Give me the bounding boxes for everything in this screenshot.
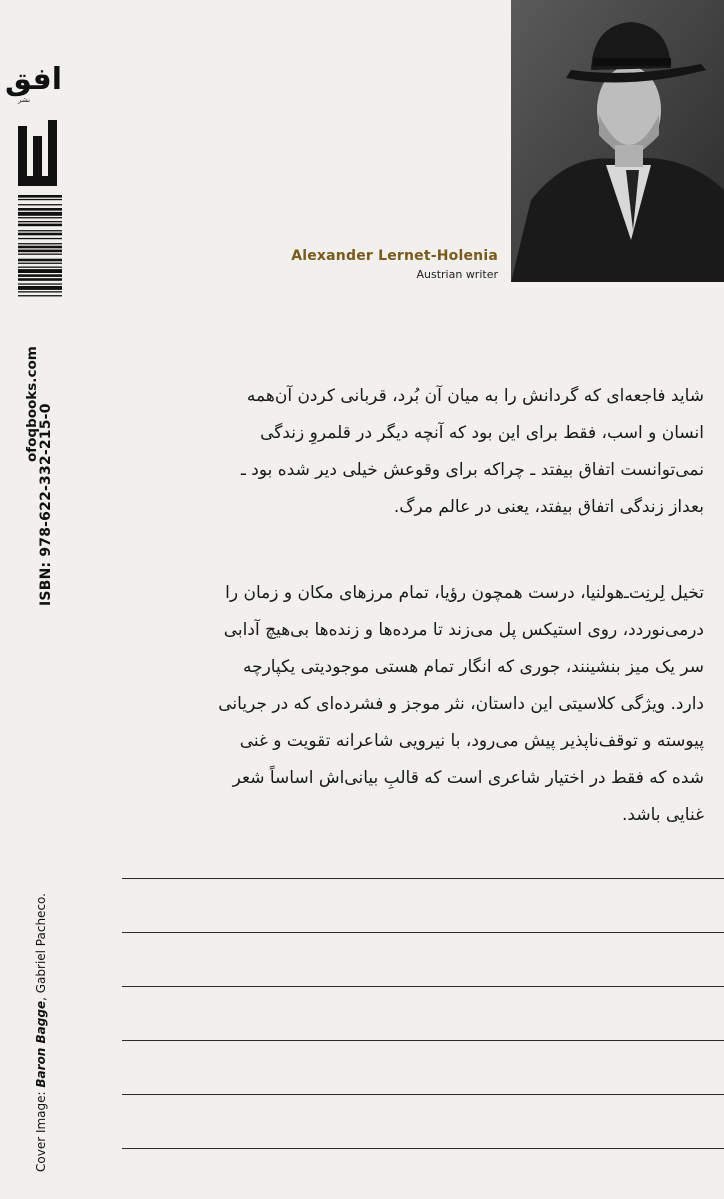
text-line: غنایی باشد.: [622, 805, 704, 825]
author-photo: [511, 0, 724, 282]
author-name: Alexander Lernet-Holenia: [291, 248, 498, 264]
barcode-bar: [18, 233, 62, 236]
barcode-bar: [18, 267, 62, 268]
barcode-bar: [18, 283, 62, 284]
barcode-bar: [18, 243, 62, 244]
text-line: دارد. ویژگی کلاسیتی این داستان، نثر موجز و فشرده‌ای که در جریانی: [218, 694, 704, 714]
barcode-bar: [18, 246, 62, 249]
ruled-line: [122, 1148, 724, 1149]
ruled-line: [122, 986, 724, 987]
publisher-website: ofoqbooks.com: [24, 346, 40, 462]
barcode-bar: [18, 217, 62, 218]
barcode-bar: [18, 259, 62, 262]
isbn-number: ISBN: 978-622-332-215-0: [38, 403, 54, 606]
ruled-line: [122, 878, 724, 879]
blurb-paragraph-1: [104, 378, 704, 526]
barcode-bar: [18, 195, 62, 198]
barcode-bar: [18, 212, 62, 216]
credit-prefix: Cover Image:: [34, 1087, 48, 1172]
ruled-line: [122, 1040, 724, 1041]
publisher-brand-icon: [16, 118, 60, 188]
cover-image-credit: [34, 893, 48, 1172]
barcode-bar: [18, 221, 62, 222]
ruled-line: [122, 1094, 724, 1095]
text-line: بعداز زندگی اتفاق بیفتد، یعنی در عالم مرگ.: [393, 497, 704, 517]
blurb-paragraph-2: [104, 575, 704, 834]
credit-names: Baron Bagge: [34, 1000, 48, 1088]
credit-rest: , Gabriel Pacheco.: [34, 893, 48, 1001]
text-line: شده که فقط در اختیار شاعری است که قالبِ بیانی‌اش اساساً شعر: [232, 768, 704, 788]
text-line: تخیل لِرنِت‌ـ‌هولنیا، درست همچون رؤیا، تمام مرزهای مکان و زمان را: [225, 583, 704, 603]
barcode-bar: [18, 238, 62, 239]
barcode-bar: [18, 274, 62, 277]
spine-strip: [0, 0, 64, 1199]
text-line: سر یک میز بنشینند، جوری که انگار تمام هستی موجودیتی یکپارچه: [242, 657, 704, 677]
barcode-bar: [18, 250, 62, 253]
barcode-bar: [18, 230, 62, 231]
text-line: انسان و اسب، فقط برای این بود که آنچه دیگر در قلمروِ زندگی: [260, 423, 704, 443]
ruled-line: [122, 932, 724, 933]
author-role: Austrian writer: [416, 268, 498, 281]
barcode-bar: [18, 263, 62, 264]
publisher-logo: افق: [5, 62, 62, 97]
barcode-bar: [18, 208, 62, 211]
barcode-bar: [18, 204, 62, 205]
barcode-bar: [18, 269, 62, 273]
text-line: درمی‌نوردد، روی استیکس پل می‌زند تا مرده‌ها و زنده‌ها بی‌هیچ آدابی: [223, 620, 704, 640]
barcode-bar: [18, 254, 62, 255]
publisher-logo-sub: نشر: [18, 96, 31, 104]
text-line: پیوسته و توقف‌ناپذیر پیش می‌رود، با نیرویی شاعرانه تقویت و غنی: [239, 731, 704, 751]
text-line: نمی‌توانست اتفاق بیفتد ـ چراکه برای وقوعش خیلی دیر شده بود ـ: [240, 460, 704, 480]
barcode-bar: [18, 278, 62, 281]
barcode-bar: [18, 295, 62, 296]
barcode-bar: [18, 199, 62, 200]
barcode-bar: [18, 286, 62, 290]
text-line: شاید فاجعه‌ای که گردانش را به میان آن بُرد، قربانی کردن آن‌همه: [246, 386, 704, 406]
barcode-bar: [18, 224, 62, 227]
barcode-bar: [18, 291, 62, 292]
